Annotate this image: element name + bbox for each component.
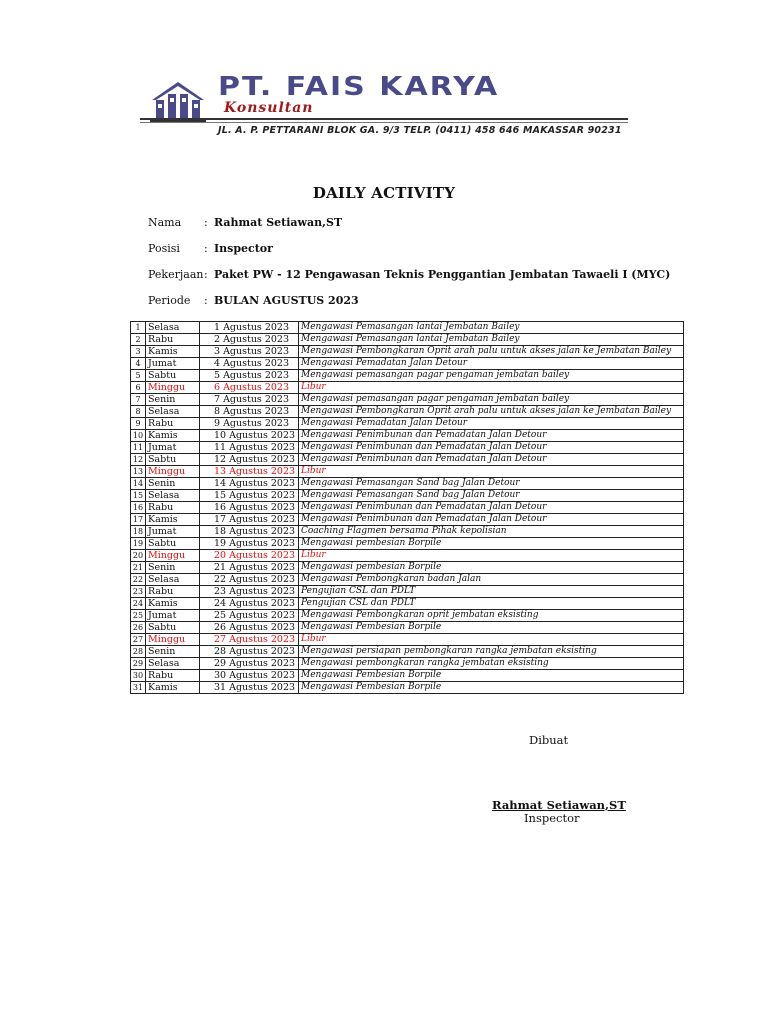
table-row [131,646,684,658]
row-activity: Mengawasi Pemasangan Sand bag Jalan Detour [299,490,684,502]
row-day: Sabtu [146,538,200,550]
meta-label: Nama [148,216,182,229]
row-day: Senin [146,394,200,406]
row-number: 14 [131,478,146,490]
row-date: 16 Agustus 2023 [200,502,299,514]
table-row [131,490,684,502]
row-number: 31 [131,682,146,694]
row-activity: Mengawasi Pembesian Borpile [299,682,684,694]
row-number: 10 [131,430,146,442]
activity-table [130,321,684,694]
row-number: 28 [131,646,146,658]
row-number: 29 [131,658,146,670]
row-date: 12 Agustus 2023 [200,454,299,466]
company-subtitle: Konsultan [224,100,314,116]
table-row [131,358,684,370]
row-date: 10 Agustus 2023 [200,430,299,442]
table-row [131,478,684,490]
meta-label: Pekerjaan [148,268,204,281]
row-activity: Libur [299,382,684,394]
company-address: JL. A. P. PETTARANI BLOK GA. 9/3 TELP. (0411) 458 646 MAKASSAR 90231 [218,125,622,136]
row-date: 29 Agustus 2023 [200,658,299,670]
row-number: 20 [131,550,146,562]
row-number: 4 [131,358,146,370]
row-date: 27 Agustus 2023 [200,634,299,646]
row-date: 13 Agustus 2023 [200,466,299,478]
row-day: Rabu [146,418,200,430]
row-date: 11 Agustus 2023 [200,442,299,454]
row-day: Rabu [146,502,200,514]
row-date: 14 Agustus 2023 [200,478,299,490]
table-row [131,346,684,358]
row-date: 23 Agustus 2023 [200,586,299,598]
row-activity: Mengawasi Penimbunan dan Pemadatan Jalan Detour [299,514,684,526]
row-activity: Mengawasi Penimbunan dan Pemadatan Jalan Detour [299,442,684,454]
meta-value: Rahmat Setiawan,ST [214,216,343,229]
row-date: 19 Agustus 2023 [200,538,299,550]
row-activity: Pengujian CSL dan PDLT [299,586,684,598]
table-row [131,418,684,430]
row-day: Selasa [146,490,200,502]
row-number: 8 [131,406,146,418]
row-activity: Mengawasi Pembongkaran badan Jalan [299,574,684,586]
row-day: Rabu [146,334,200,346]
row-day: Selasa [146,658,200,670]
row-date: 18 Agustus 2023 [200,526,299,538]
row-day: Sabtu [146,622,200,634]
table-row [131,550,684,562]
row-date: 8 Agustus 2023 [200,406,299,418]
meta-colon: : [204,242,208,255]
table-row [131,430,684,442]
row-date: 21 Agustus 2023 [200,562,299,574]
row-activity: Mengawasi pembesian Borpile [299,538,684,550]
row-date: 6 Agustus 2023 [200,382,299,394]
row-day: Selasa [146,406,200,418]
row-number: 18 [131,526,146,538]
row-number: 27 [131,634,146,646]
row-activity: Mengawasi Pemasangan Sand bag Jalan Detour [299,478,684,490]
row-day: Senin [146,646,200,658]
row-day: Senin [146,562,200,574]
meta-posisi [148,242,273,255]
row-activity: Mengawasi Pemadatan Jalan Detour [299,358,684,370]
row-day: Sabtu [146,370,200,382]
meta-nama [148,216,342,229]
table-row [131,634,684,646]
table-row [131,322,684,334]
row-number: 23 [131,586,146,598]
table-row [131,526,684,538]
row-date: 5 Agustus 2023 [200,370,299,382]
table-row [131,466,684,478]
row-number: 5 [131,370,146,382]
table-row [131,442,684,454]
row-date: 26 Agustus 2023 [200,622,299,634]
row-number: 1 [131,322,146,334]
row-activity: Coaching Flagmen bersama Pihak kepolisian [299,526,684,538]
row-number: 30 [131,670,146,682]
row-day: Minggu [146,382,200,394]
row-activity: Mengawasi Pemasangan lantai Jembatan Bailey [299,334,684,346]
signature-name: Rahmat Setiawan,ST [492,798,626,812]
row-number: 22 [131,574,146,586]
row-activity: Mengawasi pemasangan pagar pengaman jembatan bailey [299,370,684,382]
row-date: 20 Agustus 2023 [200,550,299,562]
row-activity: Mengawasi pembesian Borpile [299,562,684,574]
row-day: Jumat [146,358,200,370]
row-date: 2 Agustus 2023 [200,334,299,346]
row-activity: Mengawasi Pembongkaran oprit jembatan eksisting [299,610,684,622]
row-number: 16 [131,502,146,514]
document-title: DAILY ACTIVITY [312,184,456,202]
row-day: Rabu [146,670,200,682]
row-activity: Mengawasi pemasangan pagar pengaman jembatan bailey [299,394,684,406]
row-activity: Mengawasi persiapan pembongkaran rangka jembatan eksisting [299,646,684,658]
table-row [131,514,684,526]
row-day: Jumat [146,442,200,454]
row-day: Minggu [146,466,200,478]
row-day: Sabtu [146,454,200,466]
row-date: 25 Agustus 2023 [200,610,299,622]
row-number: 11 [131,442,146,454]
row-activity: Mengawasi Pemasangan lantai Jembatan Bailey [299,322,684,334]
table-row [131,334,684,346]
building-logo-icon [148,78,208,122]
table-row [131,454,684,466]
meta-value: BULAN AGUSTUS 2023 [214,294,359,307]
table-row [131,598,684,610]
row-number: 12 [131,454,146,466]
meta-pekerjaan [148,268,670,281]
row-number: 25 [131,610,146,622]
row-day: Selasa [146,574,200,586]
table-row [131,586,684,598]
meta-label: Periode [148,294,191,307]
row-activity: Pengujian CSL dan PDLT [299,598,684,610]
row-day: Kamis [146,430,200,442]
row-number: 2 [131,334,146,346]
activity-table-body [131,322,684,694]
row-number: 6 [131,382,146,394]
row-number: 19 [131,538,146,550]
letterhead [140,70,630,142]
table-row [131,502,684,514]
row-activity: Mengawasi Penimbunan dan Pemadatan Jalan Detour [299,502,684,514]
table-row [131,370,684,382]
row-activity: Mengawasi pembongkaran rangka jembatan eksisting [299,658,684,670]
company-name: PT. FAIS KARYA [218,72,500,102]
meta-value: Paket PW - 12 Pengawasan Teknis Penggantian Jembatan Tawaeli I (MYC) [214,268,671,281]
row-day: Kamis [146,682,200,694]
row-activity: Mengawasi Penimbunan dan Pemadatan Jalan Detour [299,430,684,442]
table-row [131,562,684,574]
row-day: Minggu [146,550,200,562]
row-number: 15 [131,490,146,502]
row-number: 3 [131,346,146,358]
table-row [131,682,684,694]
row-date: 3 Agustus 2023 [200,346,299,358]
row-number: 26 [131,622,146,634]
row-activity: Mengawasi Penimbunan dan Pemadatan Jalan Detour [299,454,684,466]
table-row [131,406,684,418]
row-date: 9 Agustus 2023 [200,418,299,430]
row-number: 7 [131,394,146,406]
row-date: 24 Agustus 2023 [200,598,299,610]
row-number: 17 [131,514,146,526]
table-row [131,658,684,670]
row-activity: Mengawasi Pembesian Borpile [299,670,684,682]
table-row [131,538,684,550]
row-day: Rabu [146,586,200,598]
row-day: Minggu [146,634,200,646]
row-number: 21 [131,562,146,574]
row-activity: Libur [299,550,684,562]
row-date: 1 Agustus 2023 [200,322,299,334]
row-date: 28 Agustus 2023 [200,646,299,658]
row-activity: Mengawasi Pembesian Borpile [299,622,684,634]
meta-colon: : [204,216,208,229]
row-activity: Libur [299,634,684,646]
row-date: 22 Agustus 2023 [200,574,299,586]
table-row [131,622,684,634]
row-date: 31 Agustus 2023 [200,682,299,694]
row-day: Kamis [146,598,200,610]
row-date: 17 Agustus 2023 [200,514,299,526]
header-rule-thin [140,122,628,123]
row-day: Jumat [146,610,200,622]
row-day: Kamis [146,514,200,526]
header-rule [140,118,628,120]
row-day: Selasa [146,322,200,334]
table-row [131,574,684,586]
row-activity: Mengawasi Pemadatan Jalan Detour [299,418,684,430]
signature-position: Inspector [524,811,580,825]
meta-value: Inspector [214,242,273,255]
row-day: Kamis [146,346,200,358]
row-date: 4 Agustus 2023 [200,358,299,370]
row-number: 24 [131,598,146,610]
meta-colon: : [204,268,208,281]
meta-periode [148,294,359,307]
row-day: Jumat [146,526,200,538]
row-date: 30 Agustus 2023 [200,670,299,682]
row-date: 7 Agustus 2023 [200,394,299,406]
row-day: Senin [146,478,200,490]
row-activity: Mengawasi Pembongkaran Oprit arah palu untuk akses jalan ke Jembatan Bailey [299,406,684,418]
table-row [131,670,684,682]
table-row [131,394,684,406]
meta-colon: : [204,294,208,307]
table-row [131,610,684,622]
row-number: 9 [131,418,146,430]
row-date: 15 Agustus 2023 [200,490,299,502]
table-row [131,382,684,394]
signature-made-label: Dibuat [529,733,569,747]
row-number: 13 [131,466,146,478]
row-activity: Mengawasi Pembongkaran Oprit arah palu untuk akses jalan ke Jembatan Bailey [299,346,684,358]
meta-label: Posisi [148,242,180,255]
row-activity: Libur [299,466,684,478]
